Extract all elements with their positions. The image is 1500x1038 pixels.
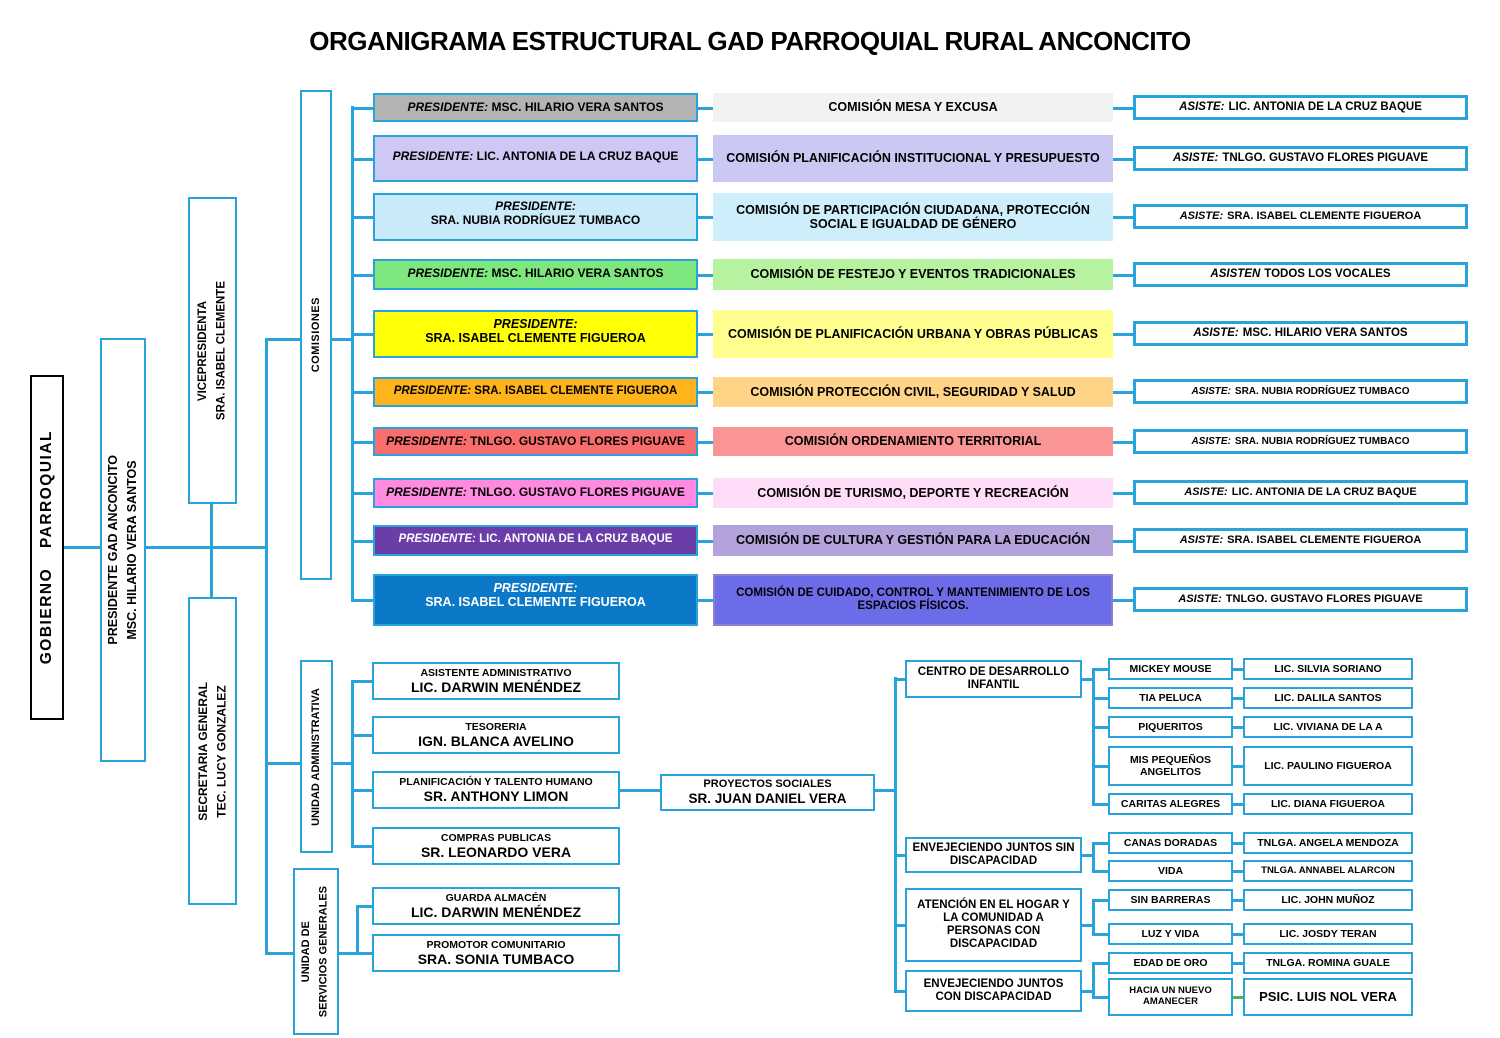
commission-name: COMISIÓN DE FESTEJO Y EVENTOS TRADICIONALES <box>750 267 1076 282</box>
gobierno-parroquial-box <box>30 375 64 720</box>
commission-name-cell <box>713 377 1113 407</box>
subprogram-cell <box>1108 746 1233 786</box>
program-box <box>905 888 1082 962</box>
admin-trunk-connector <box>351 789 372 792</box>
presidente-to-commission-connector <box>698 599 713 602</box>
commission-to-asiste-connector <box>1113 158 1133 161</box>
asiste-label: ASISTE: <box>1191 435 1231 447</box>
program-subtrunk-line <box>1092 962 1095 999</box>
commission-name-cell <box>713 310 1113 358</box>
subprogram-to-staff-connector <box>1233 668 1243 671</box>
trunk-to-presidente-connector <box>352 540 373 543</box>
trunk-to-presidente-connector <box>352 158 373 161</box>
subprogram-name: VIDA <box>1157 864 1184 877</box>
presidente-gad-role: PRESIDENTE GAD ANCONCITO <box>106 455 121 645</box>
presidente-label: PRESIDENTE: <box>393 385 472 397</box>
planificacion-to-proyectos-connector <box>620 789 660 792</box>
subprogram-cell <box>1108 978 1233 1016</box>
commission-name-cell <box>713 259 1113 290</box>
admin-trunk-connector <box>351 734 372 737</box>
program-title: CENTRO DE DESARROLLO INFANTIL <box>917 665 1070 691</box>
subprogram-to-staff-connector <box>1233 899 1243 902</box>
commission-to-asiste-connector <box>1113 391 1133 394</box>
subtrunk-to-subprogram-connector <box>1092 870 1108 873</box>
subprogram-name: HACIA UN NUEVO AMANECER <box>1129 985 1212 1007</box>
admin-unit-name: IGN. BLANCA AVELINO <box>418 732 574 749</box>
presidente-gad-box <box>100 338 146 762</box>
subprogram-name: PIQUERITOS <box>1138 720 1203 733</box>
presidente-to-commission-connector <box>698 391 713 394</box>
unidad-servicios-label-box <box>293 868 339 1035</box>
subprogram-to-staff-connector <box>1233 996 1243 999</box>
admin-trunk-connector <box>351 845 372 848</box>
services-unit-name: SRA. SONIA TUMBACO <box>417 950 575 967</box>
commission-presidente-cell <box>373 135 698 182</box>
gobierno-parroquial-label: GOBIERNO PARROQUIAL <box>38 430 56 665</box>
subtrunk-to-subprogram-connector <box>1092 697 1108 700</box>
proyectos-sociales-role: PROYECTOS SOCIALES <box>703 778 832 791</box>
services-unit-cell <box>372 934 620 972</box>
commission-asiste-cell <box>1133 587 1468 612</box>
main-down-trunk-line <box>265 338 268 955</box>
commission-asiste-cell <box>1133 262 1468 287</box>
trunk-to-comisiones-connector <box>265 338 300 341</box>
admin-trunk-connector <box>351 680 372 683</box>
programs-main-trunk-line <box>894 677 897 993</box>
admin-unit-role: TESORERIA <box>465 720 527 733</box>
comisiones-label-box <box>300 90 332 580</box>
staff-name: TNLGA. ROMINA GUALE <box>1266 956 1390 969</box>
commission-presidente-cell <box>373 259 698 290</box>
asiste-name: TNLGO. GUSTAVO FLORES PIGUAVE <box>1222 151 1429 164</box>
commission-name-cell <box>713 427 1113 456</box>
presidente-to-junction-connector <box>145 546 267 549</box>
staff-cell <box>1243 832 1413 854</box>
commission-name-cell <box>713 193 1113 241</box>
subprogram-cell <box>1108 832 1233 854</box>
program-title: ENVEJECIENDO JUNTOS SIN DISCAPACIDAD <box>912 841 1075 867</box>
comisiones-label: COMISIONES <box>309 297 322 373</box>
secretaria-name: TEC. LUCY GONZALEZ <box>214 684 229 818</box>
presidente-name: TNLGO. GUSTAVO FLORES PIGUAVE <box>470 485 685 499</box>
commission-presidente-cell <box>373 193 698 241</box>
asiste-label: ASISTE: <box>1193 326 1239 339</box>
trunk-to-presidente-connector <box>352 107 373 110</box>
commission-to-asiste-connector <box>1113 492 1133 495</box>
subtrunk-to-subprogram-connector <box>1092 899 1108 902</box>
presidente-to-commission-connector <box>698 333 713 336</box>
program-subtrunk-line <box>1092 899 1095 936</box>
commission-presidente-cell <box>373 310 698 358</box>
asiste-label: ASISTE: <box>1191 385 1231 397</box>
trunk-to-services-connector <box>265 952 293 955</box>
secretaria-drop-line <box>210 546 213 597</box>
asiste-label: ASISTE: <box>1172 151 1219 164</box>
subprogram-name: LUZ Y VIDA <box>1141 927 1200 940</box>
staff-cell <box>1243 860 1413 882</box>
subprogram-cell <box>1108 952 1233 974</box>
vicepresidenta-name: SRA. ISABEL CLEMENTE <box>215 280 228 421</box>
commission-to-asiste-connector <box>1113 540 1133 543</box>
commission-asiste-cell <box>1133 146 1468 171</box>
program-title: ENVEJECIENDO JUNTOS CON DISCAPACIDAD <box>923 977 1064 1003</box>
services-unit-name: LIC. DARWIN MENÉNDEZ <box>410 903 582 920</box>
program-box <box>905 970 1082 1012</box>
staff-name: LIC. DALILA SANTOS <box>1274 691 1382 704</box>
admin-unit-cell <box>372 827 620 865</box>
gobierno-to-presidente-connector <box>64 546 100 549</box>
staff-name: PSIC. LUIS NOL VERA <box>1259 988 1397 1004</box>
proyectos-to-trunk-connector <box>875 789 897 792</box>
subprogram-to-staff-connector <box>1233 870 1243 873</box>
program-box <box>905 837 1082 873</box>
commission-name: COMISIÓN DE PLANIFICACIÓN URBANA Y OBRAS PÚBLICAS <box>728 326 1098 341</box>
subtrunk-to-subprogram-connector <box>1092 842 1108 845</box>
staff-name: LIC. JOSDY TERAN <box>1279 927 1377 940</box>
subprogram-to-staff-connector <box>1233 697 1243 700</box>
commission-to-asiste-connector <box>1113 274 1133 277</box>
presidente-label: PRESIDENTE: <box>407 100 489 114</box>
staff-cell <box>1243 793 1413 815</box>
commission-name: COMISIÓN DE CUIDADO, CONTROL Y MANTENIMIENTO DE LOS ESPACIOS FÍSICOS. <box>736 586 1090 612</box>
subprogram-cell <box>1108 889 1233 911</box>
comisiones-trunk-line <box>351 106 354 602</box>
asiste-label: ASISTE: <box>1179 210 1224 223</box>
commission-to-asiste-connector <box>1113 599 1133 602</box>
commission-asiste-cell <box>1133 379 1468 404</box>
secretaria-role: SECRETARIA GENERAL <box>195 681 210 821</box>
asiste-label: ASISTE: <box>1179 100 1225 113</box>
staff-cell <box>1243 889 1413 911</box>
subprogram-cell <box>1108 923 1233 945</box>
subprogram-cell <box>1108 860 1233 882</box>
program-subtrunk-line <box>1092 668 1095 806</box>
commission-presidente-cell <box>373 525 698 556</box>
commission-presidente-cell <box>373 377 698 407</box>
trunk-to-presidente-connector <box>352 441 373 444</box>
commission-name: COMISIÓN DE TURISMO, DEPORTE Y RECREACIÓN <box>757 485 1069 500</box>
services-trunk-line <box>356 905 359 955</box>
commission-name-cell <box>713 93 1113 122</box>
commission-asiste-cell <box>1133 321 1468 346</box>
staff-cell <box>1243 952 1413 974</box>
subprogram-cell <box>1108 716 1233 738</box>
presidente-to-commission-connector <box>698 107 713 110</box>
presidente-name: TNLGO. GUSTAVO FLORES PIGUAVE <box>470 434 685 448</box>
staff-name: LIC. PAULINO FIGUEROA <box>1264 759 1392 772</box>
presidente-label: PRESIDENTE: <box>398 533 476 545</box>
subprogram-name: TIA PELUCA <box>1139 691 1202 704</box>
presidente-label: PRESIDENTE: <box>493 317 578 331</box>
subprogram-name: CARITAS ALEGRES <box>1120 797 1221 810</box>
page-title: ORGANIGRAMA ESTRUCTURAL GAD PARROQUIAL RURAL ANCONCITO <box>309 26 1191 56</box>
presidente-label: PRESIDENTE: <box>495 199 576 213</box>
admin-unit-role: PLANIFICACIÓN Y TALENTO HUMANO <box>399 775 593 788</box>
services-unit-cell <box>372 887 620 925</box>
admin-box-connector <box>333 762 351 765</box>
presidente-name: SRA. ISABEL CLEMENTE FIGUEROA <box>425 595 646 610</box>
presidente-name: SRA. ISABEL CLEMENTE FIGUEROA <box>474 385 678 397</box>
asiste-label: ASISTE: <box>1178 593 1222 606</box>
admin-unit-role: COMPRAS PUBLICAS <box>440 831 552 844</box>
proyectos-sociales-name: SR. JUAN DANIEL VERA <box>688 791 847 807</box>
subprogram-name: SIN BARRERAS <box>1130 893 1211 906</box>
subtrunk-to-subprogram-connector <box>1092 996 1108 999</box>
asiste-name: LIC. ANTONIA DE LA CRUZ BAQUE <box>1228 100 1422 113</box>
commission-presidente-cell <box>373 93 698 122</box>
staff-cell <box>1243 746 1413 786</box>
subprogram-to-staff-connector <box>1233 803 1243 806</box>
unidad-administrativa-label: UNIDAD ADMINISTRATIVA <box>310 687 323 826</box>
asiste-label: ASISTE: <box>1179 534 1224 547</box>
vicepresidenta-box <box>188 197 237 504</box>
program-title: ATENCIÓN EN EL HOGAR Y LA COMUNIDAD A PERSONAS CON DISCAPACIDAD <box>917 898 1070 951</box>
presidente-name: SRA. NUBIA RODRÍGUEZ TUMBACO <box>430 212 641 227</box>
subtrunk-to-subprogram-connector <box>1092 765 1108 768</box>
presidente-name: SRA. ISABEL CLEMENTE FIGUEROA <box>425 331 646 346</box>
presidente-name: LIC. ANTONIA DE LA CRUZ BAQUE <box>476 149 679 163</box>
presidente-name: LIC. ANTONIA DE LA CRUZ BAQUE <box>479 533 673 545</box>
presidente-gad-name: MSC. HILARIO VERA SANTOS <box>125 460 139 640</box>
staff-name: LIC. VIVIANA DE LA A <box>1273 720 1383 733</box>
commission-asiste-cell <box>1133 429 1468 454</box>
unidad-administrativa-label-box <box>300 660 333 853</box>
vicepresidenta-drop-line <box>210 504 213 548</box>
trunk-to-presidente-connector <box>352 216 373 219</box>
comisiones-to-trunk-connector <box>332 338 351 341</box>
subtrunk-to-subprogram-connector <box>1092 962 1108 965</box>
subprogram-to-staff-connector <box>1233 726 1243 729</box>
presidente-to-commission-connector <box>698 441 713 444</box>
asiste-name: SRA. ISABEL CLEMENTE FIGUEROA <box>1227 210 1422 223</box>
presidente-to-commission-connector <box>698 492 713 495</box>
commission-presidente-cell <box>373 574 698 626</box>
presidente-to-commission-connector <box>698 216 713 219</box>
commission-asiste-cell <box>1133 528 1468 553</box>
admin-unit-cell <box>372 716 620 754</box>
subtrunk-to-subprogram-connector <box>1092 726 1108 729</box>
unidad-servicios-label-1: UNIDAD DE <box>300 920 313 983</box>
staff-name: LIC. SILVIA SORIANO <box>1274 662 1382 675</box>
asiste-name: SRA. NUBIA RODRÍGUEZ TUMBACO <box>1234 435 1410 447</box>
trunk-to-presidente-connector <box>352 391 373 394</box>
admin-unit-cell <box>372 662 620 700</box>
subprogram-to-staff-connector <box>1233 842 1243 845</box>
commission-name-cell <box>713 574 1113 626</box>
staff-cell <box>1243 923 1413 945</box>
presidente-label: PRESIDENTE: <box>493 581 578 595</box>
commission-presidente-cell <box>373 427 698 456</box>
commission-name-cell <box>713 478 1113 508</box>
presidente-label: PRESIDENTE: <box>407 266 489 280</box>
trunk-to-admin-connector <box>265 762 300 765</box>
subtrunk-to-subprogram-connector <box>1092 668 1108 671</box>
staff-cell <box>1243 978 1413 1016</box>
commission-asiste-cell <box>1133 480 1468 505</box>
proyectos-sociales-box <box>660 774 875 811</box>
asiste-label: ASISTEN <box>1210 267 1261 280</box>
trunk-to-presidente-connector <box>352 492 373 495</box>
commission-to-asiste-connector <box>1113 441 1133 444</box>
trunk-to-presidente-connector <box>352 274 373 277</box>
trunk-to-presidente-connector <box>352 599 373 602</box>
commission-to-asiste-connector <box>1113 333 1133 336</box>
staff-cell <box>1243 658 1413 680</box>
subprogram-cell <box>1108 658 1233 680</box>
asiste-name: TNLGO. GUSTAVO FLORES PIGUAVE <box>1225 593 1423 606</box>
subprogram-name: EDAD DE ORO <box>1133 956 1208 969</box>
staff-cell <box>1243 716 1413 738</box>
subprogram-cell <box>1108 793 1233 815</box>
commission-name-cell <box>713 525 1113 556</box>
asiste-name: LIC. ANTONIA DE LA CRUZ BAQUE <box>1231 486 1417 499</box>
commission-name: COMISIÓN DE PARTICIPACIÓN CIUDADANA, PROTECCIÓN SOCIAL E IGUALDAD DE GÉNERO <box>736 202 1090 231</box>
subprogram-to-staff-connector <box>1233 962 1243 965</box>
admin-trunk-line <box>351 680 354 848</box>
subtrunk-to-subprogram-connector <box>1092 933 1108 936</box>
commission-name: COMISIÓN MESA Y EXCUSA <box>828 100 998 115</box>
staff-name: TNLGA. ANNABEL ALARCON <box>1261 864 1395 876</box>
subprogram-name: MICKEY MOUSE <box>1129 662 1212 675</box>
vicepresidenta-role: VICEPRESIDENTA <box>197 300 210 401</box>
presidente-label: PRESIDENTE: <box>386 434 467 448</box>
trunk-to-presidente-connector <box>352 333 373 336</box>
subprogram-to-staff-connector <box>1233 765 1243 768</box>
admin-unit-role: ASISTENTE ADMINISTRATIVO <box>420 666 572 679</box>
subprogram-name: CANAS DORADAS <box>1123 836 1218 849</box>
commission-name: COMISIÓN ORDENAMIENTO TERRITORIAL <box>784 434 1042 449</box>
commission-to-asiste-connector <box>1113 216 1133 219</box>
program-subtrunk-line <box>1092 842 1095 873</box>
presidente-to-commission-connector <box>698 274 713 277</box>
subprogram-to-staff-connector <box>1233 933 1243 936</box>
admin-unit-name: LIC. DARWIN MENÉNDEZ <box>410 678 582 695</box>
asiste-name: SRA. NUBIA RODRÍGUEZ TUMBACO <box>1234 385 1410 397</box>
commission-presidente-cell <box>373 478 698 508</box>
presidente-name: MSC. HILARIO VERA SANTOS <box>491 100 664 114</box>
admin-unit-name: SR. LEONARDO VERA <box>420 843 572 860</box>
subprogram-cell <box>1108 687 1233 709</box>
presidente-to-commission-connector <box>698 158 713 161</box>
secretaria-box <box>188 597 237 905</box>
services-promotor-connector <box>339 952 372 955</box>
presidente-label: PRESIDENTE: <box>392 149 474 163</box>
services-unit-role: GUARDA ALMACÉN <box>445 891 547 904</box>
presidente-to-commission-connector <box>698 540 713 543</box>
admin-unit-cell <box>372 771 620 809</box>
subtrunk-to-subprogram-connector <box>1092 803 1108 806</box>
presidente-label: PRESIDENTE: <box>386 485 467 499</box>
commission-asiste-cell <box>1133 95 1468 120</box>
asiste-name: SRA. ISABEL CLEMENTE FIGUEROA <box>1227 534 1422 547</box>
presidente-name: MSC. HILARIO VERA SANTOS <box>491 266 664 280</box>
commission-name: COMISIÓN PLANIFICACIÓN INSTITUCIONAL Y PRESUPUESTO <box>726 151 1100 166</box>
subprogram-name: MIS PEQUEÑOS ANGELITOS <box>1129 753 1212 778</box>
staff-name: LIC. JOHN MUÑOZ <box>1281 893 1375 906</box>
commission-name: COMISIÓN PROTECCIÓN CIVIL, SEGURIDAD Y SALUD <box>750 384 1076 399</box>
staff-name: LIC. DIANA FIGUEROA <box>1271 797 1385 810</box>
admin-unit-name: SR. ANTHONY LIMON <box>423 787 569 804</box>
commission-asiste-cell <box>1133 204 1468 229</box>
services-unit-role: PROMOTOR COMUNITARIO <box>426 938 566 951</box>
asiste-name: TODOS LOS VOCALES <box>1264 267 1391 280</box>
commission-to-asiste-connector <box>1113 107 1133 110</box>
commission-name-cell <box>713 135 1113 182</box>
commission-name: COMISIÓN DE CULTURA Y GESTIÓN PARA LA EDUCACIÓN <box>736 533 1090 548</box>
services-guarda-connector <box>356 905 372 908</box>
staff-cell <box>1243 687 1413 709</box>
asiste-name: MSC. HILARIO VERA SANTOS <box>1242 326 1408 339</box>
program-box <box>905 660 1082 698</box>
unidad-servicios-label-2: SERVICIOS GENERALES <box>318 885 330 1018</box>
staff-name: TNLGA. ANGELA MENDOZA <box>1257 836 1399 849</box>
asiste-label: ASISTE: <box>1184 486 1228 499</box>
